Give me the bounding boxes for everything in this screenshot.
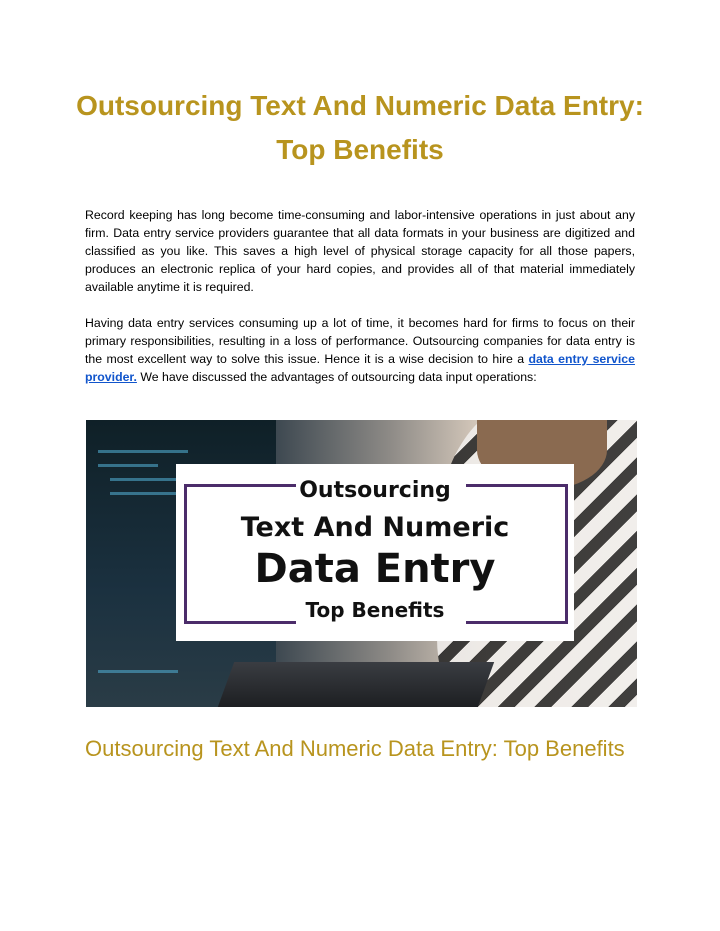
- hero-line-2: Text And Numeric: [240, 512, 510, 543]
- hero-line-4: Top Benefits: [305, 598, 445, 622]
- code-line: [98, 450, 188, 453]
- hero-line-3: Data Entry: [254, 546, 496, 592]
- second-paragraph: [85, 314, 635, 386]
- hero-title-card: [176, 464, 574, 641]
- data-entry-provider-link[interactable]: data entry service provider.: [85, 352, 635, 384]
- hero-image: [86, 420, 637, 707]
- code-line: [98, 464, 158, 467]
- code-line: [110, 492, 180, 495]
- second-paragraph-end: We have discussed the advantages of outsourcing data input operations:: [136, 370, 537, 384]
- hero-line-1: Outsourcing: [299, 478, 451, 503]
- section-heading: Outsourcing Text And Numeric Data Entry: Top Benefits: [85, 736, 625, 761]
- keyboard: [218, 662, 494, 707]
- page-title: Outsourcing Text And Numeric Data Entry: Top Benefits: [76, 90, 644, 165]
- second-paragraph-text: Having data entry services consuming up a lot of time, it becomes hard for firms to focus on their primary responsibilities, resulting in a loss of performance. Outsourcing companies for data entry is the most excellent way to solve this issue. Hence it is a wise decision to hire a: [85, 316, 635, 366]
- code-line: [98, 670, 178, 673]
- intro-paragraph: Record keeping has long become time-consuming and labor-intensive operations in just about any firm. Data entry service providers guarantee that all data formats in your business are digitized and classified as you like. This saves a high level of physical storage capacity for all those papers, produces an electronic replica of your hard copies, and provides all of that material immediately available anytime it is required.: [85, 208, 635, 294]
